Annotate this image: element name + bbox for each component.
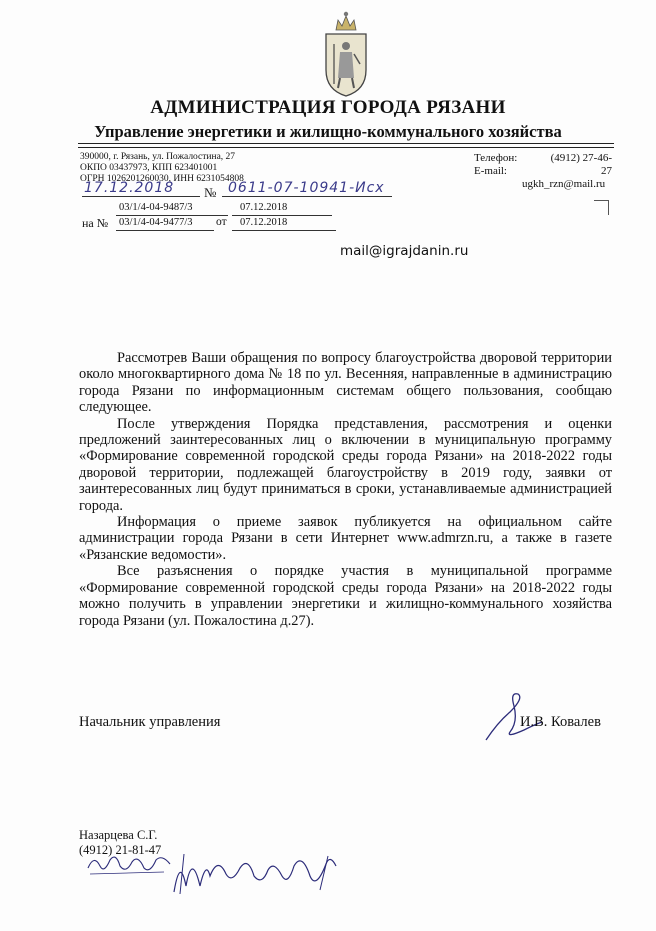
coat-of-arms-emblem bbox=[318, 8, 374, 100]
address-corner-mark bbox=[594, 200, 609, 215]
ref-underline bbox=[116, 215, 228, 216]
address-line: 390000, г. Рязань, ул. Пожалостина, 27 bbox=[80, 152, 236, 162]
registration-number: 0611-07-10941-Исх bbox=[228, 180, 385, 196]
department-title: Управление энергетики и жилищно-коммунального хозяйства bbox=[94, 122, 562, 141]
number-symbol: № bbox=[204, 185, 217, 200]
recipient-email: mail@igrajdanin.ru bbox=[340, 243, 469, 259]
ref-underline bbox=[232, 215, 332, 216]
body-paragraph: После утверждения Порядка представления, рассмотрения и оценки предложений заинтересованных лиц о включении в муниципальную программу «Формирование современной городской среды города Рязани» на 2018-2022 годы дворовой территории, подлежащей благоустройству в 2019 году, заявки от заинтересованных лиц будут приниматься в сроки, устанавливаемые администрацией города. bbox=[79, 415, 612, 514]
executor-handwritten-note bbox=[86, 850, 176, 878]
ref-underline bbox=[232, 230, 336, 231]
ref-underline bbox=[116, 230, 214, 231]
email-label: E-mail: bbox=[474, 165, 507, 177]
signatory-role: Начальник управления bbox=[79, 714, 221, 730]
header-divider bbox=[78, 143, 614, 144]
number-underline bbox=[222, 196, 392, 197]
reference-number-1: 03/1/4-04-9487/3 bbox=[119, 202, 193, 213]
address-line: ОГРН 1026201260030, ИНН 6231054808 bbox=[80, 174, 244, 184]
email-value: ugkh_rzn@mail.ru bbox=[522, 178, 606, 190]
executor-name: Назарцева С.Г. bbox=[79, 828, 158, 842]
header-divider-thin bbox=[78, 147, 614, 148]
address-line: ОКПО 03437973, КПП 623401001 bbox=[80, 163, 218, 173]
reference-prefix: на № bbox=[82, 216, 109, 230]
reference-date-2: 07.12.2018 bbox=[240, 217, 288, 228]
body-paragraph: Информация о приеме заявок публикуется на официальном сайте администрации города Рязани в сети Интернет www.admrzn.ru, а также в газете «Рязанские ведомости». bbox=[79, 514, 612, 563]
contact-labels bbox=[474, 152, 517, 178]
registration-date: 17.12.2018 bbox=[84, 180, 175, 196]
organization-title: АДМИНИСТРАЦИЯ ГОРОДА РЯЗАНИ bbox=[150, 97, 506, 118]
body-paragraph: Все разъяснения о порядке участия в муниципальной программе «Формирование современной городской среды города Рязани» на 2018-2022 годы можно получить в управлении энергетики и жилищно-коммунального хозяйства города Рязани (ул. Пожалостина д.27). bbox=[79, 563, 612, 629]
body-paragraph: Рассмотрев Ваши обращения по вопросу благоустройства дворовой территории около многоквартирного дома № 18 по ул. Весенняя, направленные в администрацию города Рязани по информационным системам общего пользования, сообщаю следующее. bbox=[79, 350, 612, 416]
signatory-name: И.В. Ковалев bbox=[520, 714, 601, 730]
phone-value: (4912) 27-46-27 bbox=[550, 152, 612, 177]
date-underline bbox=[82, 196, 200, 197]
executor-phone: (4912) 21-81-47 bbox=[79, 843, 162, 857]
reference-from-label: от bbox=[216, 216, 227, 228]
handwritten-scribble bbox=[170, 846, 340, 898]
letter-body bbox=[79, 350, 612, 629]
phone-label: Телефон: bbox=[474, 152, 518, 164]
reference-date-1: 07.12.2018 bbox=[240, 202, 288, 213]
reference-number-2: 03/1/4-04-9477/3 bbox=[119, 217, 193, 228]
contact-values bbox=[522, 152, 612, 191]
